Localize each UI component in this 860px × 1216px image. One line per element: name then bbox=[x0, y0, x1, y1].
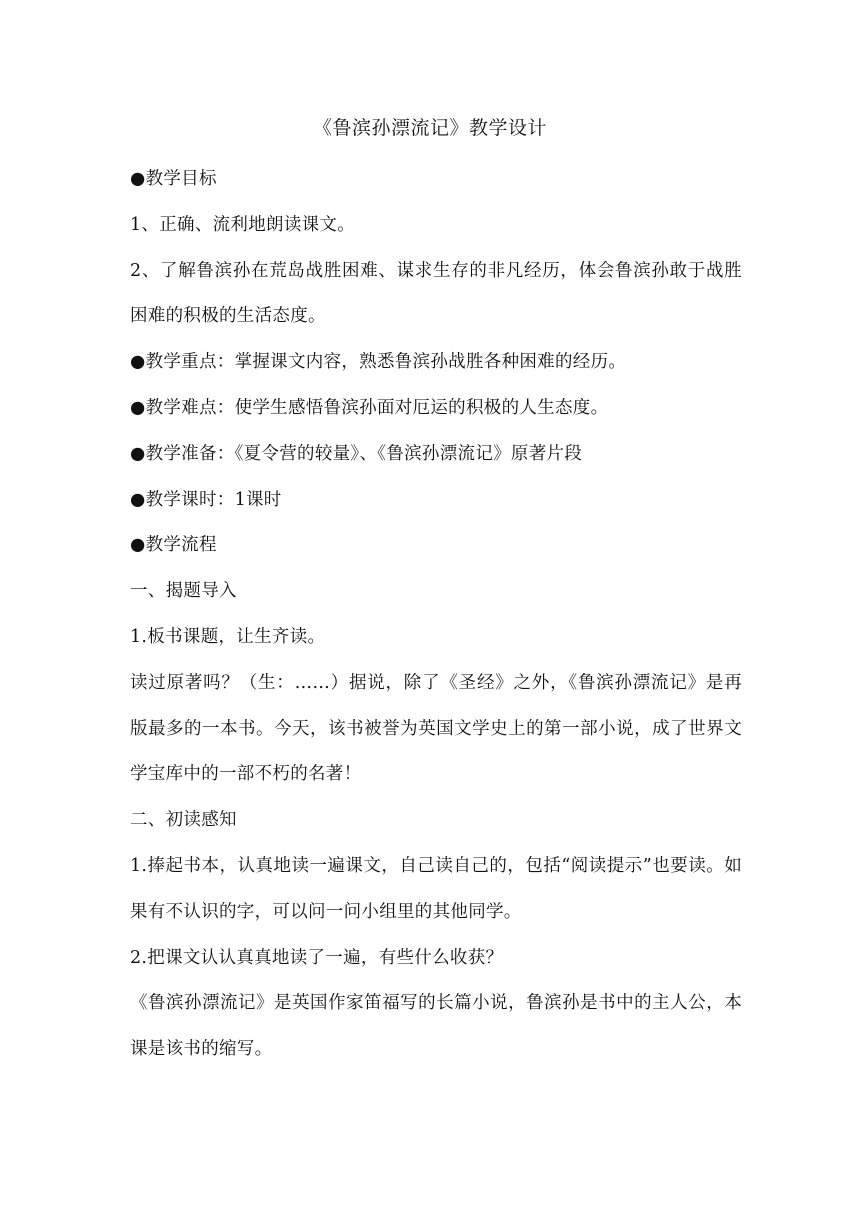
teaching-hours: ●教学课时：1课时 bbox=[130, 489, 282, 510]
section-heading-2: 二、初读感知 bbox=[130, 810, 237, 831]
heading-teaching-objectives: ●教学目标 bbox=[130, 169, 217, 189]
step-2-1: 1.捧起书本，认真地读一遍课文，自己读自己的，包括“阅读提示”也要读。如果有不认识的字，可以问一问小组里的其他同学。 bbox=[130, 855, 742, 922]
objective-item-1: 1、正确、流利地朗读课文。 bbox=[130, 214, 356, 235]
step-2-2: 2.把课文认认真真地读了一遍，有些什么收获？ bbox=[130, 947, 504, 968]
document-title: 《鲁滨孙漂流记》教学设计 bbox=[312, 117, 547, 139]
teaching-difficulty: ●教学难点：使学生感悟鲁滨孙面对厄运的积极的人生态度。 bbox=[130, 397, 609, 418]
teaching-preparation: ●教学准备：《夏令营的较量》、《鲁滨孙漂流记》原著片段 bbox=[130, 443, 583, 464]
section-heading-1: 一、揭题导入 bbox=[130, 581, 237, 602]
summary-paragraph: 《鲁滨孙漂流记》是英国作家笛福写的长篇小说，鲁滨孙是书中的主人公，本课是该书的缩写。 bbox=[130, 993, 742, 1060]
heading-teaching-process: ●教学流程 bbox=[130, 535, 217, 556]
document-body bbox=[130, 157, 742, 1073]
objective-item-2: 2、了解鲁滨孙在荒岛战胜困难、谋求生存的非凡经历，体会鲁滨孙敢于战胜困难的积极的生活态度。 bbox=[130, 260, 742, 327]
teaching-key-point: ●教学重点：掌握课文内容，熟悉鲁滨孙战胜各种困难的经历。 bbox=[130, 352, 627, 373]
intro-paragraph: 读过原著吗？（生：……）据说，除了《圣经》之外，《鲁滨孙漂流记》是再版最多的一本书。今天，该书被誉为英国文学史上的第一部小说，成了世界文学宝库中的一部不朽的名著！ bbox=[130, 672, 742, 785]
step-1-1: 1.板书课题，让生齐读。 bbox=[130, 626, 326, 647]
